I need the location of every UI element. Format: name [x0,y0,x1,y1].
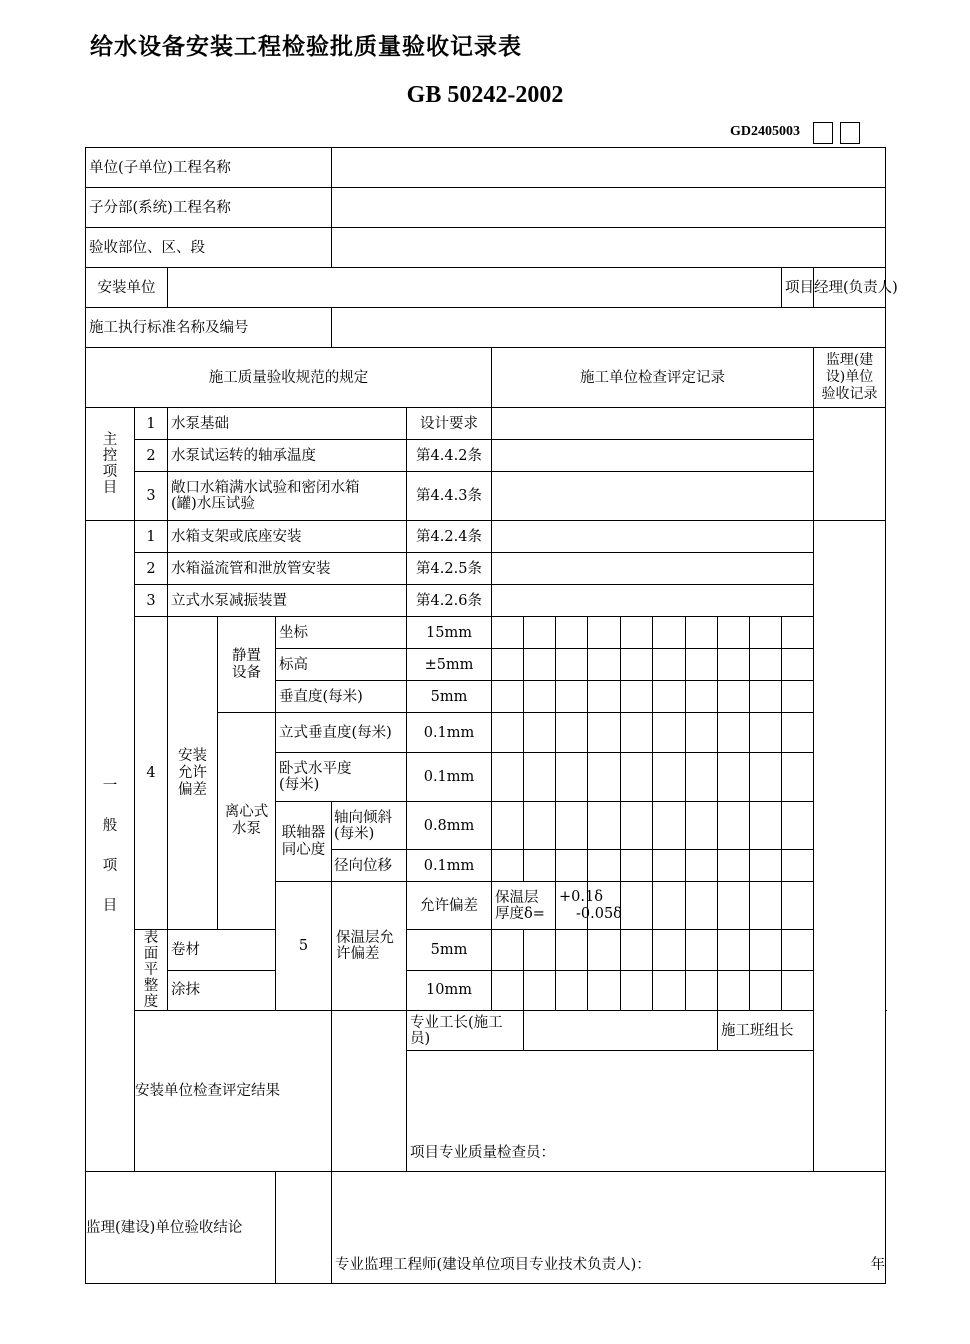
general-item-name: 水箱溢流管和泄放管安装 [168,553,407,585]
horizontal-pump-label: 卧式水平度(每米) [276,753,407,802]
surface-flatness-label: 表面平整度 [135,930,168,1011]
measure-cell[interactable] [524,930,556,971]
measure-cell[interactable] [524,681,556,713]
measure-cell[interactable] [556,930,588,971]
main-item-no: 2 [135,440,168,472]
measure-cell[interactable] [588,970,621,1011]
roll-value: 5mm [407,930,492,971]
sub-project-name-label: 子分部(系统)工程名称 [86,188,332,228]
measure-cell[interactable] [588,681,621,713]
measure-cell[interactable] [588,617,621,649]
main-item-record[interactable] [492,440,814,472]
general-item-ref: 第4.2.6条 [407,585,492,617]
item4-label: 安装允许偏差 [168,617,218,930]
install-unit-field[interactable] [168,268,782,308]
main-item-no: 1 [135,408,168,440]
measure-cell[interactable] [653,681,686,713]
measure-cell[interactable] [718,617,750,649]
coordinate-label: 坐标 [276,617,407,649]
main-item-ref: 第4.4.2条 [407,440,492,472]
smear-value: 10mm [407,970,492,1011]
measure-cell[interactable] [750,802,782,850]
measure-cell[interactable] [556,850,588,882]
measure-cell[interactable] [750,970,782,1011]
measure-cell[interactable] [621,713,653,753]
install-result-blank[interactable] [332,1011,407,1172]
insulation-thickness-value [556,882,622,930]
general-item-ref: 第4.2.5条 [407,553,492,585]
measure-cell[interactable] [621,649,653,681]
measure-cell[interactable] [588,850,621,882]
measure-cell[interactable] [718,970,750,1011]
sub-project-name-field[interactable] [332,188,886,228]
measure-cell[interactable] [556,753,588,802]
measure-cell[interactable] [686,713,718,753]
measure-cell[interactable] [686,753,718,802]
measure-cell[interactable] [653,850,686,882]
supervision-conclusion-blank[interactable] [276,1172,332,1284]
measure-cell[interactable] [750,930,782,971]
measure-cell[interactable] [524,802,556,850]
form-code-checkbox-2[interactable] [840,122,860,144]
acceptance-section-field[interactable] [332,228,886,268]
acceptance-section-label: 验收部位、区、段 [86,228,332,268]
measure-cell[interactable] [782,930,814,971]
main-item-name: 水泵基础 [168,408,407,440]
measure-cell[interactable] [686,882,718,930]
measure-cell[interactable] [782,802,814,850]
general-item-record[interactable] [492,521,814,553]
measure-cell[interactable] [718,713,750,753]
measure-cell[interactable] [686,617,718,649]
construction-standard-label: 施工执行标准名称及编号 [86,308,332,348]
main-control-supervision[interactable] [814,408,886,521]
measure-cell[interactable] [588,649,621,681]
inspection-form-table [85,147,898,1284]
measure-cell[interactable] [524,713,556,753]
elevation-value: ±5mm [407,649,492,681]
general-item-no: 1 [135,521,168,553]
project-manager-label: 项目经理(负责人) [782,268,814,308]
supervision-column-header: 监理(建设)单位 验收记录 [814,348,886,408]
team-leader-label: 施工班组长 [718,1011,814,1051]
measure-cell[interactable] [653,713,686,753]
measure-cell[interactable] [653,649,686,681]
measure-cell[interactable] [653,617,686,649]
roll-label: 卷材 [168,930,276,971]
main-item-ref: 第4.4.3条 [407,472,492,521]
measure-cell[interactable] [686,802,718,850]
form-code: GD2405003 [730,124,800,139]
general-item-ref: 第4.2.4条 [407,521,492,553]
measure-cell[interactable] [718,850,750,882]
item4-no: 4 [135,617,168,930]
spec-column-header: 施工质量验收规范的规定 [86,348,492,408]
measure-cell[interactable] [686,681,718,713]
measure-cell[interactable] [556,617,588,649]
general-items-label: 一般项目 [86,521,135,1172]
measure-cell[interactable] [782,753,814,802]
measure-cell[interactable] [492,617,524,649]
smear-label: 涂抹 [168,970,276,1011]
measure-cell[interactable] [653,753,686,802]
measure-cell[interactable] [750,649,782,681]
measure-cell[interactable] [782,681,814,713]
measure-cell[interactable] [524,617,556,649]
measure-cell[interactable] [492,850,524,882]
measure-cell[interactable] [492,681,524,713]
standard-code: GB 50242-2002 [406,82,564,108]
insulation-thickness-label: 保温层厚度δ= [492,882,556,930]
form-title: 给水设备安装工程检验批质量验收记录表 [90,34,522,60]
verticality-label: 垂直度(每米) [276,681,407,713]
main-item-record[interactable] [492,472,814,521]
measure-cell[interactable] [718,930,750,971]
form-code-checkbox-1[interactable] [813,122,833,144]
measure-cell[interactable] [556,681,588,713]
thickness-minus: -0.05δ [576,905,622,922]
item5-label: 保温层允许偏差 [332,882,407,1011]
measure-cell[interactable] [718,649,750,681]
measure-cell[interactable] [653,882,686,930]
measure-cell[interactable] [718,753,750,802]
measure-cell[interactable] [653,930,686,971]
measure-cell[interactable] [588,802,621,850]
item5-no: 5 [276,882,332,1011]
measure-cell[interactable] [621,802,653,850]
measure-cell[interactable] [556,802,588,850]
measure-cell[interactable] [492,649,524,681]
coupling-label: 联轴器同心度 [276,802,332,882]
coordinate-value: 15mm [407,617,492,649]
elevation-label: 标高 [276,649,407,681]
measure-cell[interactable] [686,930,718,971]
main-item-name: 水泵试运转的轴承温度 [168,440,407,472]
general-item-name: 立式水泵减振装置 [168,585,407,617]
measure-cell[interactable] [782,617,814,649]
measure-cell[interactable] [718,882,750,930]
install-result-label: 安装单位检查评定结果 [135,1011,332,1172]
measure-cell[interactable] [588,930,621,971]
general-item-record[interactable] [492,585,814,617]
measure-cell[interactable] [621,681,653,713]
measure-cell[interactable] [782,970,814,1011]
measure-cell[interactable] [750,713,782,753]
measure-cell[interactable] [492,802,524,850]
axial-tilt-label: 轴向倾斜(每米) [332,802,407,850]
measure-cell[interactable] [621,753,653,802]
measure-cell[interactable] [556,649,588,681]
general-item-no: 2 [135,553,168,585]
measure-cell[interactable] [492,753,524,802]
main-item-no: 3 [135,472,168,521]
construction-standard-field[interactable] [332,308,886,348]
quality-inspector-signature[interactable]: 项目专业质量检查员： [407,1051,886,1172]
centrifugal-pump-label: 离心式水泵 [218,713,276,930]
allowed-deviation-label: 允许偏差 [407,882,492,930]
measure-cell[interactable] [524,753,556,802]
measure-cell[interactable] [588,713,621,753]
measure-cell[interactable] [621,970,653,1011]
measure-cell[interactable] [556,713,588,753]
radial-shift-label: 径向位移 [332,850,407,882]
measure-cell[interactable] [524,850,556,882]
radial-shift-value: 0.1mm [407,850,492,882]
measure-cell[interactable] [718,802,750,850]
measure-cell[interactable] [621,882,653,930]
unit-project-name-label: 单位(子单位)工程名称 [86,148,332,188]
measure-cell[interactable] [686,970,718,1011]
axial-tilt-value: 0.8mm [407,802,492,850]
thickness-plus: +0.1δ [559,888,603,905]
measure-cell[interactable] [750,681,782,713]
measure-cell[interactable] [750,850,782,882]
measure-cell[interactable] [621,850,653,882]
install-unit-label: 安装单位 [86,268,168,308]
measure-cell[interactable] [686,850,718,882]
measure-cell[interactable] [750,882,782,930]
main-control-label: 主控项目 [86,408,135,521]
measure-cell[interactable] [621,930,653,971]
measure-cell[interactable] [750,753,782,802]
measure-cell[interactable] [782,882,814,930]
foreman-field[interactable] [524,1011,718,1051]
measure-cell[interactable] [718,681,750,713]
horizontal-pump-value: 0.1mm [407,753,492,802]
measure-cell[interactable] [556,970,588,1011]
measure-cell[interactable] [524,649,556,681]
engineer-label: 专业监理工程师(建设单位项目专业技术负责人)： [335,1257,651,1273]
measure-cell[interactable] [686,649,718,681]
general-item-name: 水箱支架或底座安装 [168,521,407,553]
measure-cell[interactable] [621,617,653,649]
measure-cell[interactable] [524,970,556,1011]
measure-cell[interactable] [492,930,524,971]
vertical-pump-label: 立式垂直度(每米) [276,713,407,753]
foreman-label: 专业工长(施工员) [407,1011,524,1051]
year-label: 年 [870,1257,886,1273]
check-record-column-header: 施工单位检查评定记录 [492,348,814,408]
measure-cell[interactable] [782,713,814,753]
measure-cell[interactable] [492,713,524,753]
main-item-record[interactable] [492,408,814,440]
measure-cell[interactable] [750,617,782,649]
measure-cell[interactable] [492,970,524,1011]
verticality-value: 5mm [407,681,492,713]
measure-cell[interactable] [653,970,686,1011]
supervision-conclusion-label: 监理(建设)单位验收结论 [86,1172,276,1284]
main-item-name: 敞口水箱满水试验和密闭水箱(罐)水压试验 [168,472,407,521]
vertical-pump-value: 0.1mm [407,713,492,753]
unit-project-name-field[interactable] [332,148,886,188]
engineer-signature[interactable] [332,1172,886,1284]
general-item-record[interactable] [492,553,814,585]
measure-cell[interactable] [782,649,814,681]
general-item-no: 3 [135,585,168,617]
measure-cell[interactable] [653,802,686,850]
measure-cell[interactable] [588,753,621,802]
measure-cell[interactable] [782,850,814,882]
static-equipment-label: 静置设备 [218,617,276,713]
main-item-ref: 设计要求 [407,408,492,440]
